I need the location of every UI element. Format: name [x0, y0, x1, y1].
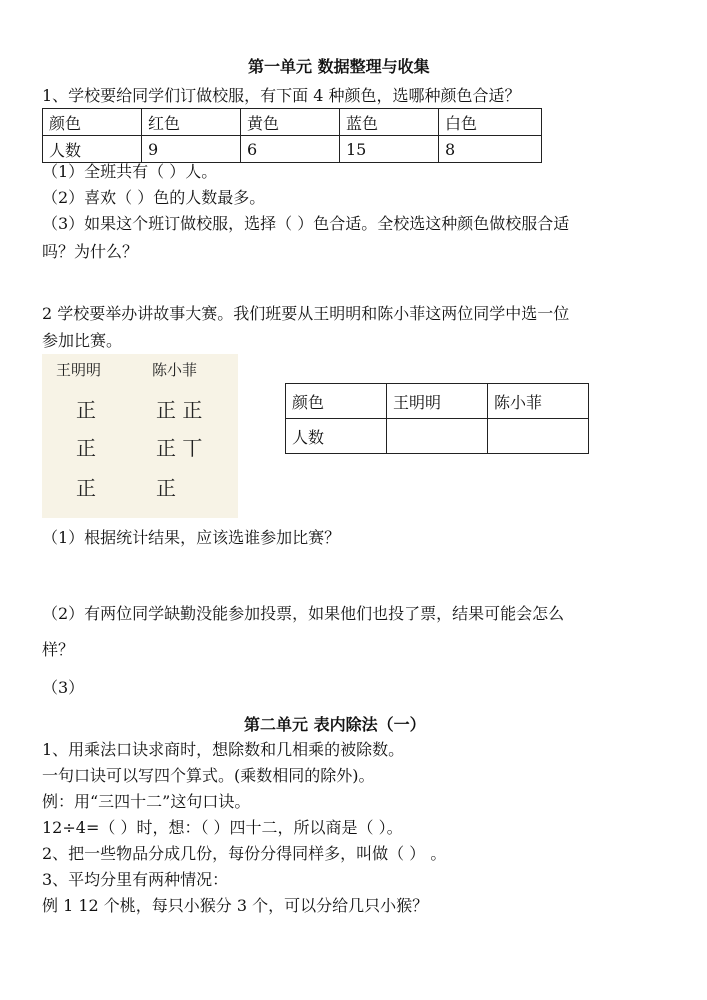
unit2-p4: 12÷4=（ ）时，想：（ ）四十二，所以商是（ ）。 — [42, 818, 403, 837]
tally-mark: 正 正 — [156, 398, 203, 422]
unit2-p6: 3、平均分里有两种情况： — [42, 870, 229, 889]
unit2-p1: 1、用乘法口诀求商时，想除数和几相乘的被除数。 — [42, 740, 405, 759]
vote-count-table — [285, 383, 589, 454]
unit2-title: 第二单元 表内除法（一） — [244, 715, 426, 734]
table-cell — [387, 419, 488, 454]
unit2-p7: 例 1 12 个桃，每只小猴分 3 个，可以分给几只小猴？ — [42, 896, 429, 915]
q1-sub1: （1）全班共有（ ）人。 — [42, 162, 218, 181]
unit1-title: 第一单元 数据整理与收集 — [248, 57, 430, 76]
table-cell — [488, 419, 589, 454]
tally-name-1: 王明明 — [56, 361, 102, 379]
table-cell: 6 — [241, 136, 340, 163]
unit2-p2: 一句口诀可以写四个算式。(乘数相同的除外)。 — [42, 766, 375, 785]
unit2-p5: 2、把一些物品分成几份，每份分得同样多，叫做（ ） 。 — [42, 844, 447, 863]
table-row — [286, 384, 589, 419]
q1-stem: 1、学校要给同学们订做校服，有下面 4 种颜色，选哪种颜色合适？ — [42, 86, 521, 105]
table-cell: 黄色 — [241, 109, 340, 136]
color-count-table — [42, 108, 542, 163]
q2-sub2-line1: （2）有两位同学缺勤没能参加投票，如果他们也投了票，结果可能会怎么 — [42, 604, 565, 623]
table-cell: 颜色 — [43, 109, 142, 136]
q1-sub2: （2）喜欢（ ）色的人数最多。 — [42, 188, 266, 207]
q2-sub1: （1）根据统计结果，应该选谁参加比赛？ — [42, 528, 341, 547]
tally-mark: 正 丅 — [156, 436, 203, 460]
table-cell: 蓝色 — [340, 109, 439, 136]
table-row — [43, 109, 542, 136]
table-cell: 人数 — [43, 136, 142, 163]
q2-sub2-line2: 样？ — [42, 640, 75, 659]
table-cell: 9 — [142, 136, 241, 163]
table-cell: 人数 — [286, 419, 387, 454]
tally-mark: 正 — [76, 398, 96, 422]
table-row — [43, 136, 542, 163]
unit2-p3: 例：用“三四十二”这句口诀。 — [42, 792, 251, 811]
table-cell: 陈小菲 — [488, 384, 589, 419]
tally-mark: 正 — [156, 476, 176, 500]
q1-sub3-line1: （3）如果这个班订做校服，选择（ ）色合适。全校选这种颜色做校服合适 — [42, 214, 570, 233]
q2-sub3: （3） — [42, 678, 85, 697]
table-row — [286, 419, 589, 454]
table-cell: 白色 — [439, 109, 542, 136]
tally-mark: 正 — [76, 476, 96, 500]
tally-name-2: 陈小菲 — [152, 361, 198, 379]
table-cell: 8 — [439, 136, 542, 163]
table-cell: 15 — [340, 136, 439, 163]
q1-sub3-line2: 吗？为什么？ — [42, 242, 139, 261]
q2-stem-line2: 参加比赛。 — [42, 331, 123, 350]
tally-mark: 正 — [76, 436, 96, 460]
q2-stem-line1: 2 学校要举办讲故事大赛。我们班要从王明明和陈小菲这两位同学中选一位 — [42, 304, 570, 323]
table-cell: 红色 — [142, 109, 241, 136]
table-cell: 王明明 — [387, 384, 488, 419]
table-cell: 颜色 — [286, 384, 387, 419]
tally-image — [42, 354, 238, 518]
